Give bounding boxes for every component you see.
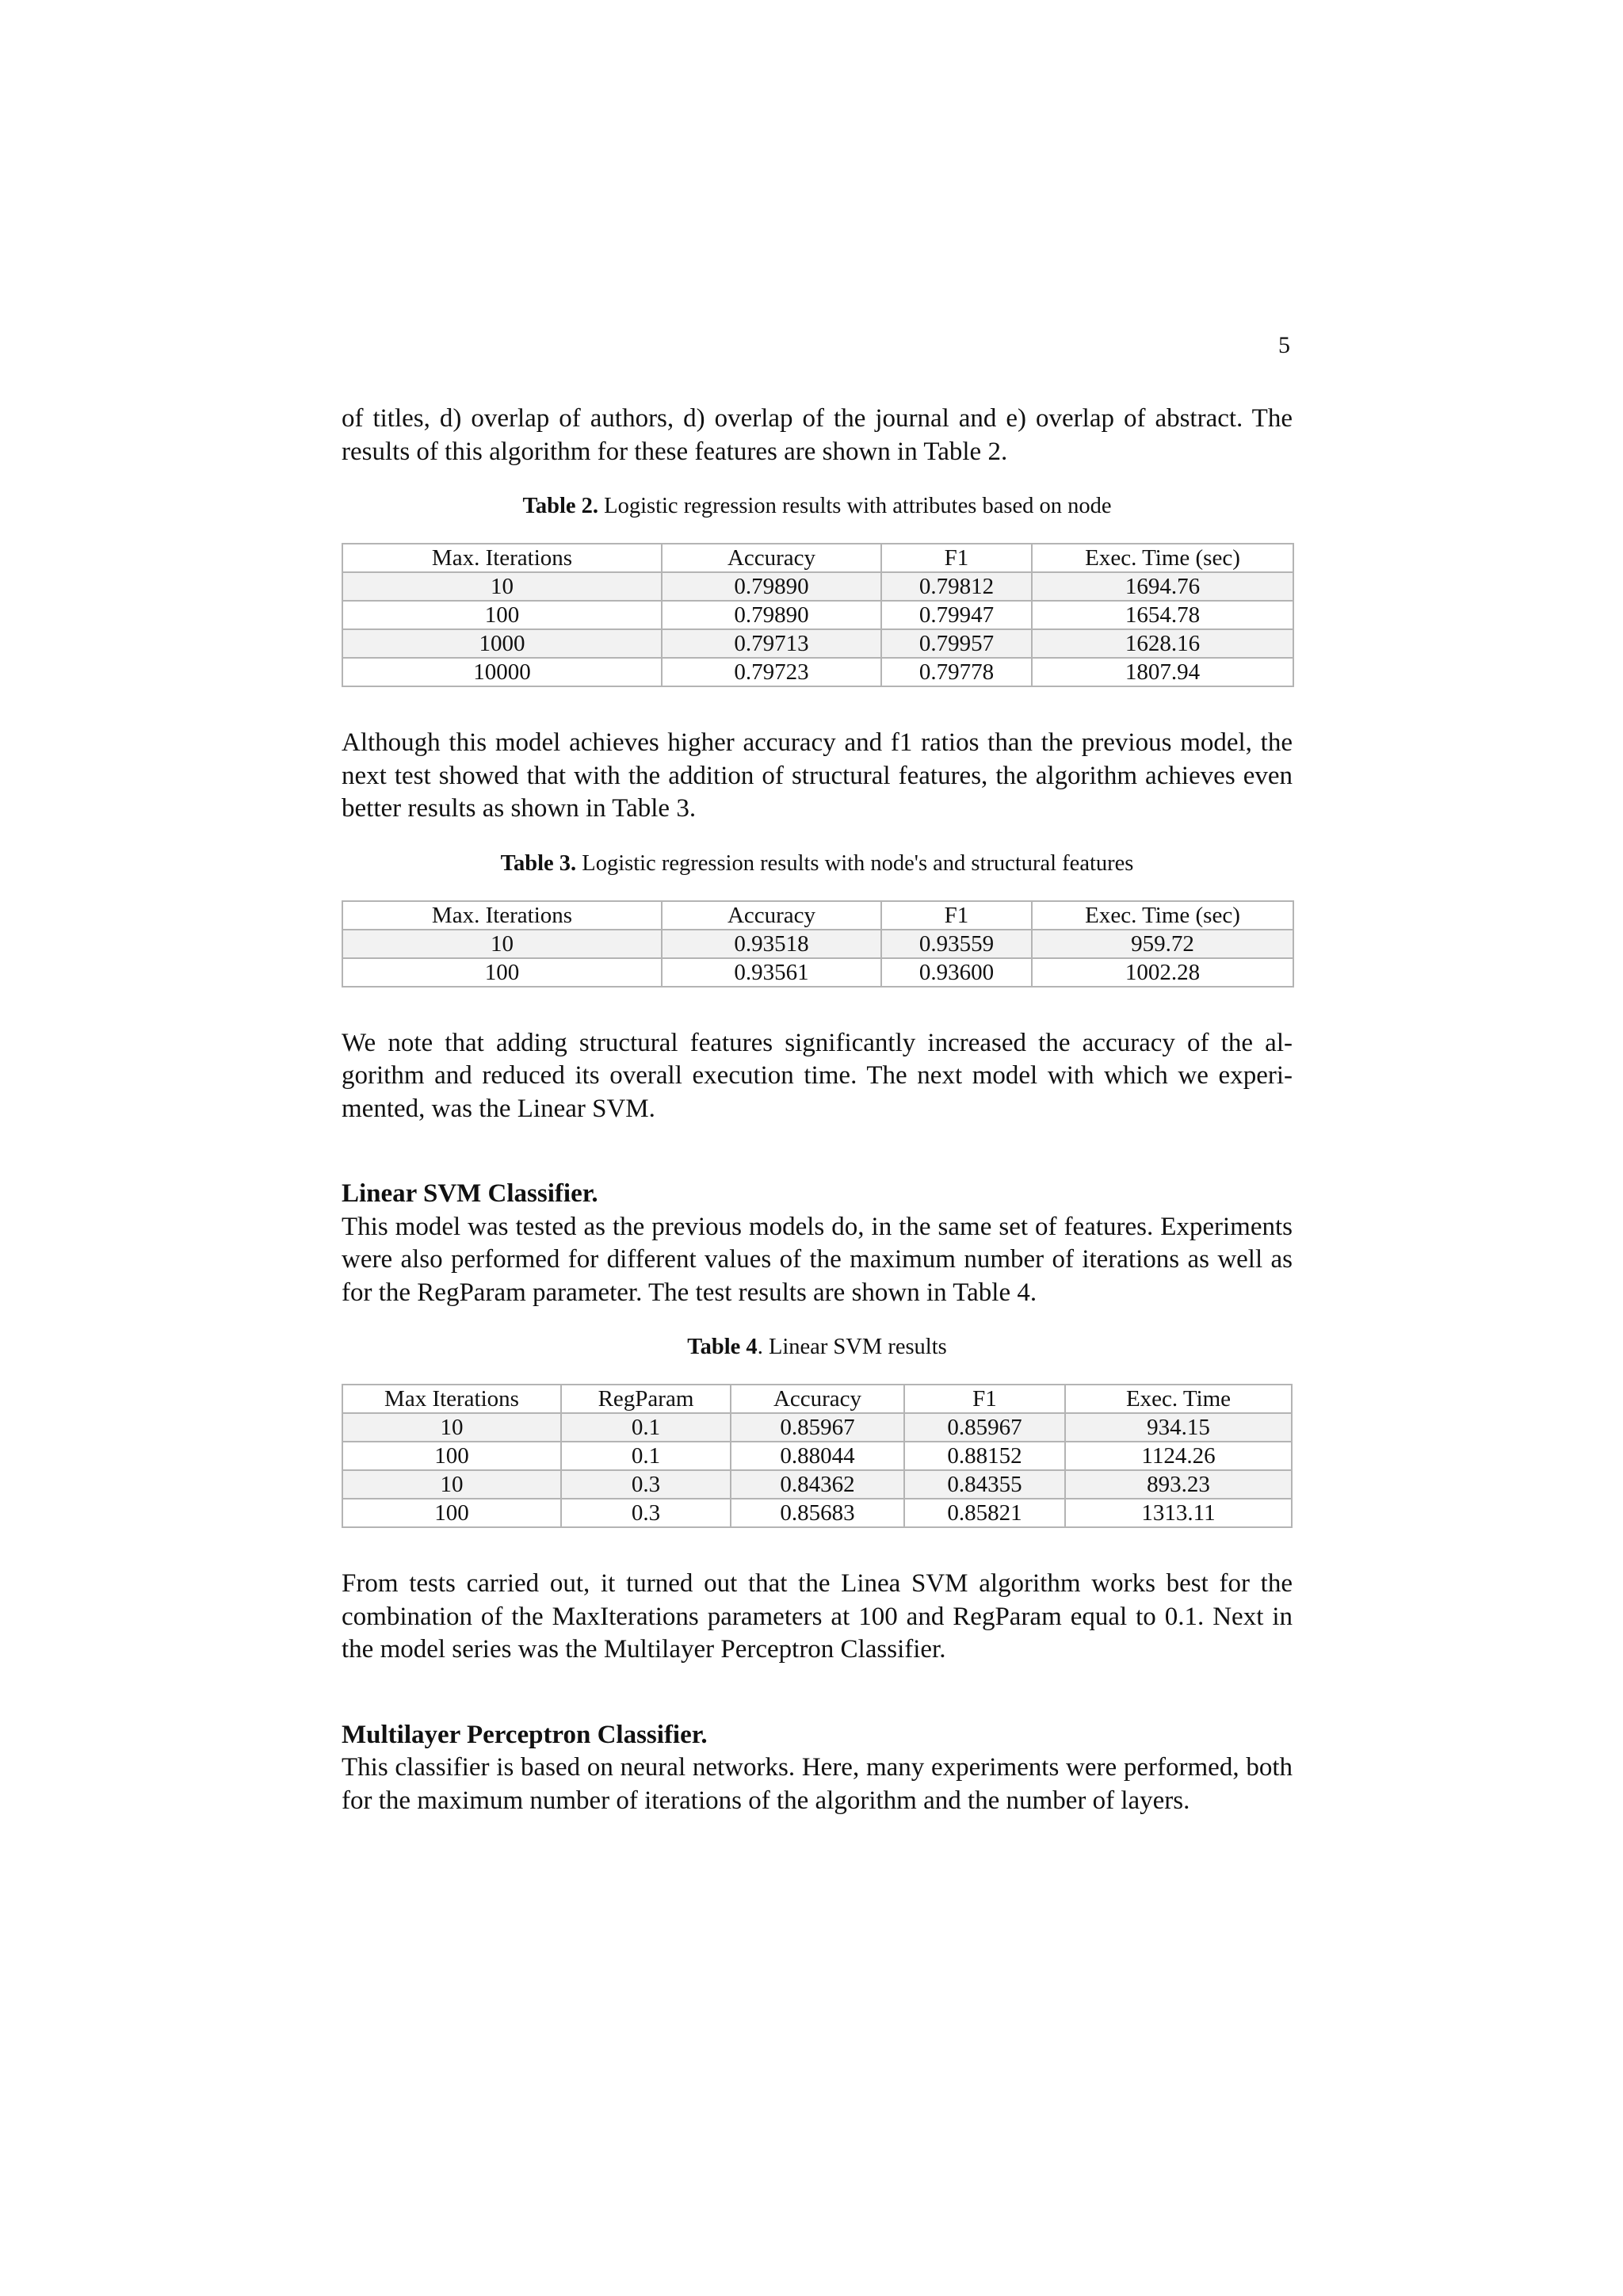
table-3-row — [342, 930, 1293, 958]
table-3-cell: 10 — [342, 930, 662, 958]
table-4-cell: 0.85683 — [731, 1499, 904, 1527]
table-2-label: Table 2. — [522, 494, 599, 518]
table-3-cell: 0.93561 — [662, 958, 881, 987]
table-4-cell: 0.84362 — [731, 1470, 904, 1499]
table-3-cell: 0.93559 — [881, 930, 1032, 958]
table-4-cell: 0.84355 — [904, 1470, 1065, 1499]
table-2-cell: 0.79957 — [881, 629, 1032, 658]
table-3-cell: 0.93518 — [662, 930, 881, 958]
page-body — [342, 403, 1293, 1817]
table-2-row — [342, 629, 1293, 658]
table-4-cell: 0.85967 — [904, 1413, 1065, 1442]
table-3-cell: 100 — [342, 958, 662, 987]
table-3-header-cell: F1 — [881, 901, 1032, 930]
paragraph-table-4-discussion: From tests carried out, it turned out that the Linea SVM algorithm works best for the combination of the MaxIterations parameters at 100 and RegParam equal to 0.1. Next in the model series was the Multilayer Perceptron Classifier. — [342, 1569, 1293, 1664]
table-2-cell: 10000 — [342, 658, 662, 686]
table-4-cell: 0.85821 — [904, 1499, 1065, 1527]
table-2-cell: 0.79947 — [881, 601, 1032, 629]
paragraph-intro: of titles, d) overlap of authors, d) overlap of the journal and e) overlap of abstract. The results of this algorithm for these features are shown in Table 2. — [342, 404, 1293, 466]
table-2-header-cell: Exec. Time (sec) — [1032, 544, 1293, 572]
table-2-cell: 1628.16 — [1032, 629, 1293, 658]
table-4-header-cell: Max Iterations — [342, 1385, 561, 1413]
page-number: 5 — [1278, 332, 1290, 358]
table-2-header-cell: F1 — [881, 544, 1032, 572]
table-4-cell: 100 — [342, 1499, 561, 1527]
table-4-cell: 1124.26 — [1065, 1442, 1292, 1470]
table-3-cell: 959.72 — [1032, 930, 1293, 958]
table-3-header-row — [342, 901, 1293, 930]
table-2-row — [342, 601, 1293, 629]
table-2-cell: 1000 — [342, 629, 662, 658]
paragraph-table-2-discussion: Although this model achieves higher accuracy and f1 ratios than the previous model, the next test showed that with the addition of structural features, the algorithm achieves even better results as shown in Table 3. — [342, 728, 1293, 823]
table-4-cell: 1313.11 — [1065, 1499, 1292, 1527]
table-2-cell: 1694.76 — [1032, 572, 1293, 601]
table-4-cell: 0.1 — [561, 1442, 731, 1470]
paragraph-table-3-discussion: We note that adding structural features significantly increased the accuracy of the algorithm and reduced its overall execution time. The next model with which we experimented, was the Linear SVM. — [342, 1028, 1293, 1123]
table-2-caption-text: Logistic regression results with attributes based on node — [598, 494, 1112, 518]
table-3-header-cell: Max. Iterations — [342, 901, 662, 930]
table-3 — [342, 900, 1294, 988]
table-4-cell: 893.23 — [1065, 1470, 1292, 1499]
table-4-row — [342, 1442, 1292, 1470]
table-4-header-cell: Exec. Time — [1065, 1385, 1292, 1413]
table-4-label: Table 4 — [687, 1335, 758, 1359]
table-2-cell: 10 — [342, 572, 662, 601]
table-4-header-row — [342, 1385, 1292, 1413]
table-4-header-cell: RegParam — [561, 1385, 731, 1413]
table-2-cell: 0.79812 — [881, 572, 1032, 601]
table-2-caption — [342, 492, 1293, 521]
table-2-cell: 0.79890 — [662, 572, 881, 601]
table-4-cell: 934.15 — [1065, 1413, 1292, 1442]
table-4-caption-text: . Linear SVM results — [757, 1335, 947, 1359]
table-2-header-cell: Max. Iterations — [342, 544, 662, 572]
table-2-cell: 0.79723 — [662, 658, 881, 686]
table-2-cell: 0.79778 — [881, 658, 1032, 686]
table-4-header-cell: F1 — [904, 1385, 1065, 1413]
table-2-row — [342, 572, 1293, 601]
paragraph-linear-svm: This model was tested as the previous models do, in the same set of features. Experiments were also performed for different values of the maximum number of iterations as well as for the RegParam parameter. The test results are shown in Table 4. — [342, 1212, 1293, 1307]
section-heading-linear-svm: Linear SVM Classifier. — [342, 1179, 598, 1208]
table-4-cell: 0.88044 — [731, 1442, 904, 1470]
table-4-row — [342, 1499, 1292, 1527]
table-3-label: Table 3. — [500, 850, 577, 876]
table-3-header-cell: Exec. Time (sec) — [1032, 901, 1293, 930]
table-4-caption — [342, 1333, 1293, 1362]
table-4-cell: 10 — [342, 1413, 561, 1442]
table-3-row — [342, 958, 1293, 987]
table-2 — [342, 543, 1294, 687]
table-3-cell: 0.93600 — [881, 958, 1032, 987]
table-3-caption — [342, 850, 1293, 878]
table-4-cell: 0.1 — [561, 1413, 731, 1442]
table-3-header-cell: Accuracy — [662, 901, 881, 930]
table-4-cell: 100 — [342, 1442, 561, 1470]
table-2-cell: 1807.94 — [1032, 658, 1293, 686]
table-2-header-cell: Accuracy — [662, 544, 881, 572]
table-4-row — [342, 1413, 1292, 1442]
table-4-cell: 10 — [342, 1470, 561, 1499]
table-3-caption-text: Logistic regression results with node's and structural features — [576, 850, 1134, 876]
table-4-cell: 0.3 — [561, 1499, 731, 1527]
table-4-header-cell: Accuracy — [731, 1385, 904, 1413]
table-2-cell: 0.79713 — [662, 629, 881, 658]
table-4-row — [342, 1470, 1292, 1499]
table-4-cell: 0.85967 — [731, 1413, 904, 1442]
table-4-cell: 0.88152 — [904, 1442, 1065, 1470]
table-4-cell: 0.3 — [561, 1470, 731, 1499]
table-2-row — [342, 658, 1293, 686]
table-2-cell: 100 — [342, 601, 662, 629]
paragraph-multilayer-perceptron: This classifier is based on neural networks. Here, many experiments were performed, both for the maximum number of iterations of the algorithm and the number of layers. — [342, 1753, 1293, 1815]
table-2-cell: 0.79890 — [662, 601, 881, 629]
section-heading-multilayer-perceptron: Multilayer Perceptron Classifier. — [342, 1720, 708, 1749]
table-2-header-row — [342, 544, 1293, 572]
table-3-cell: 1002.28 — [1032, 958, 1293, 987]
table-4 — [342, 1384, 1293, 1528]
table-2-cell: 1654.78 — [1032, 601, 1293, 629]
